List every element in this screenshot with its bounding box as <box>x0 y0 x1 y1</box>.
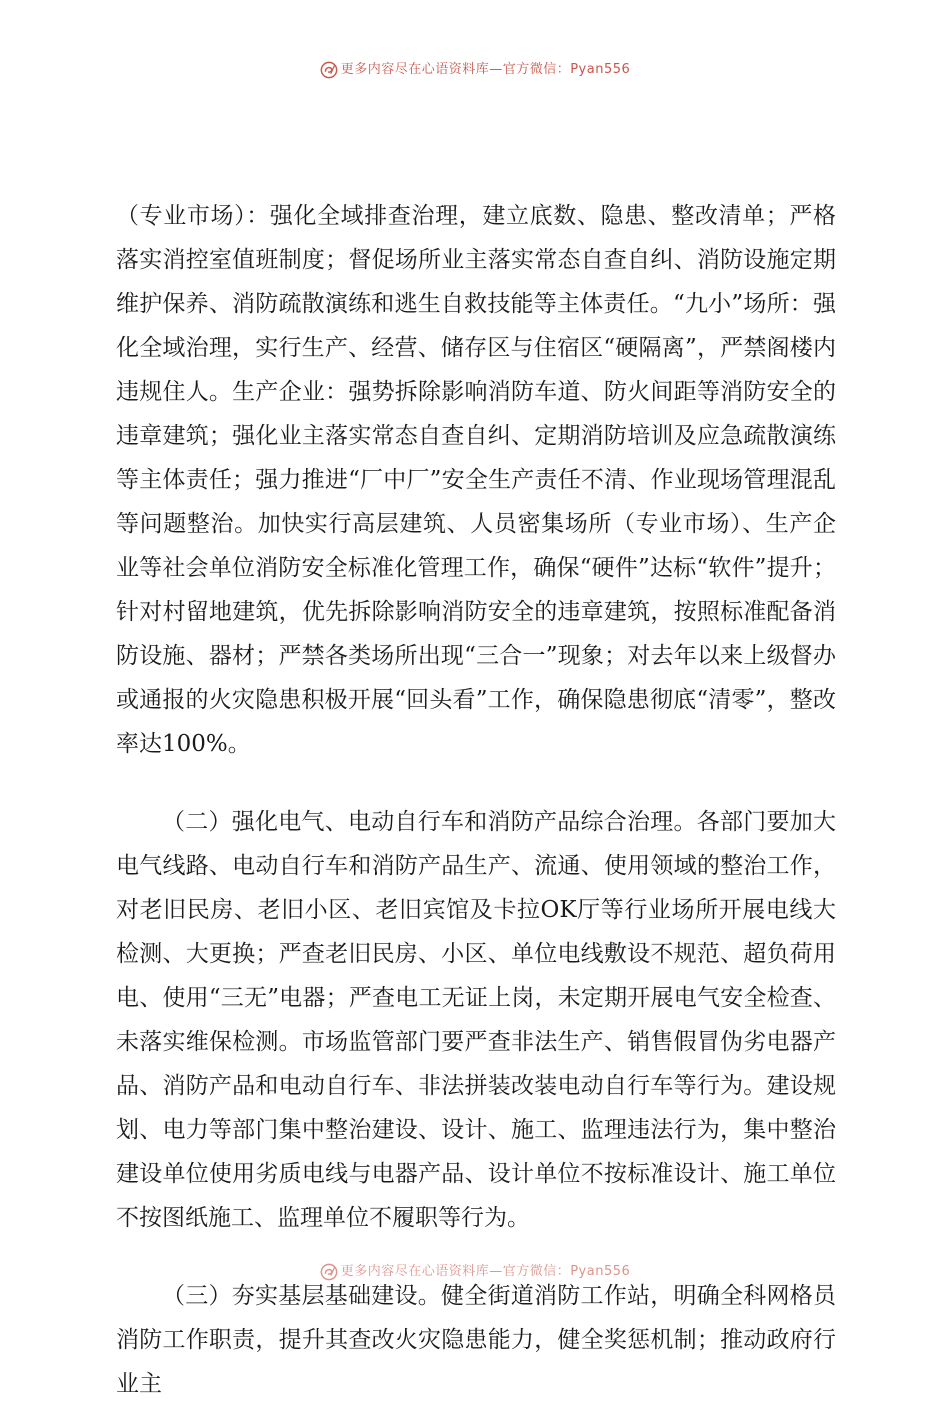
paragraph-continuation: （专业市场）：强化全域排查治理，建立底数、隐患、整改清单；严格落实消控室值班制度；督促场所业主落实常态自查自纠、消防设施定期维护保养、消防疏散演练和逃生自救技能等主体责任。“九小”场所：强化全域治理，实行生产、经营、储存区与住宿区“硬隔离”，严禁阁楼内违规住人。生产企业：强势拆除影响消防车道、防火间距等消防安全的违章建筑；强化业主落实常态自查自纠、定期消防培训及应急疏散演练等主体责任；强力推进“厂中厂”安全生产责任不清、作业现场管理混乱等问题整治。加快实行高层建筑、人员密集场所（专业市场）、生产企业等社会单位消防安全标准化管理工作，确保“硬件”达标“软件”提升；针对村留地建筑，优先拆除影响消防安全的违章建筑，按照标准配备消防设施、器材；严禁各类场所出现“三合一”现象；对去年以来上级督办或通报的火灾隐患积极开展“回头看”工作，确保隐患彻底“清零”，整改率达100%。 <box>116 203 836 757</box>
watermark-top <box>0 58 950 79</box>
heart-pen-logo-icon <box>320 1263 338 1281</box>
paragraph-section-2: （二）强化电气、电动自行车和消防产品综合治理。各部门要加大电气线路、电动自行车和消防产品生产、流通、使用领域的整治工作，对老旧民房、老旧小区、老旧宾馆及卡拉OK厅等行业场所开展电线大检测、大更换；严查老旧民房、小区、单位电线敷设不规范、超负荷用电、使用“三无”电器；严查电工无证上岗，未定期开展电气安全检查、未落实维保检测。市场监管部门要严查非法生产、销售假冒伪劣电器产品、消防产品和电动自行车、非法拼装改装电动自行车等行为。建设规划、电力等部门集中整治建设、设计、施工、监理违法行为，集中整治建设单位使用劣质电线与电器产品、设计单位不按标准设计、施工单位不按图纸施工、监理单位不履职等行为。 <box>116 809 836 1231</box>
document-body <box>116 194 836 1406</box>
watermark-text: 更多内容尽在心语资料库—官方微信：Pyan556 <box>340 62 631 77</box>
heart-pen-logo-icon <box>320 61 338 79</box>
watermark-bottom <box>0 1260 950 1281</box>
paragraph-section-3: （三）夯实基层基础建设。健全街道消防工作站，明确全科网格员消防工作职责，提升其查改火灾隐患能力，健全奖惩机制；推动政府行业主 <box>116 1283 836 1397</box>
watermark-text: 更多内容尽在心语资料库—官方微信：Pyan556 <box>340 1264 631 1279</box>
